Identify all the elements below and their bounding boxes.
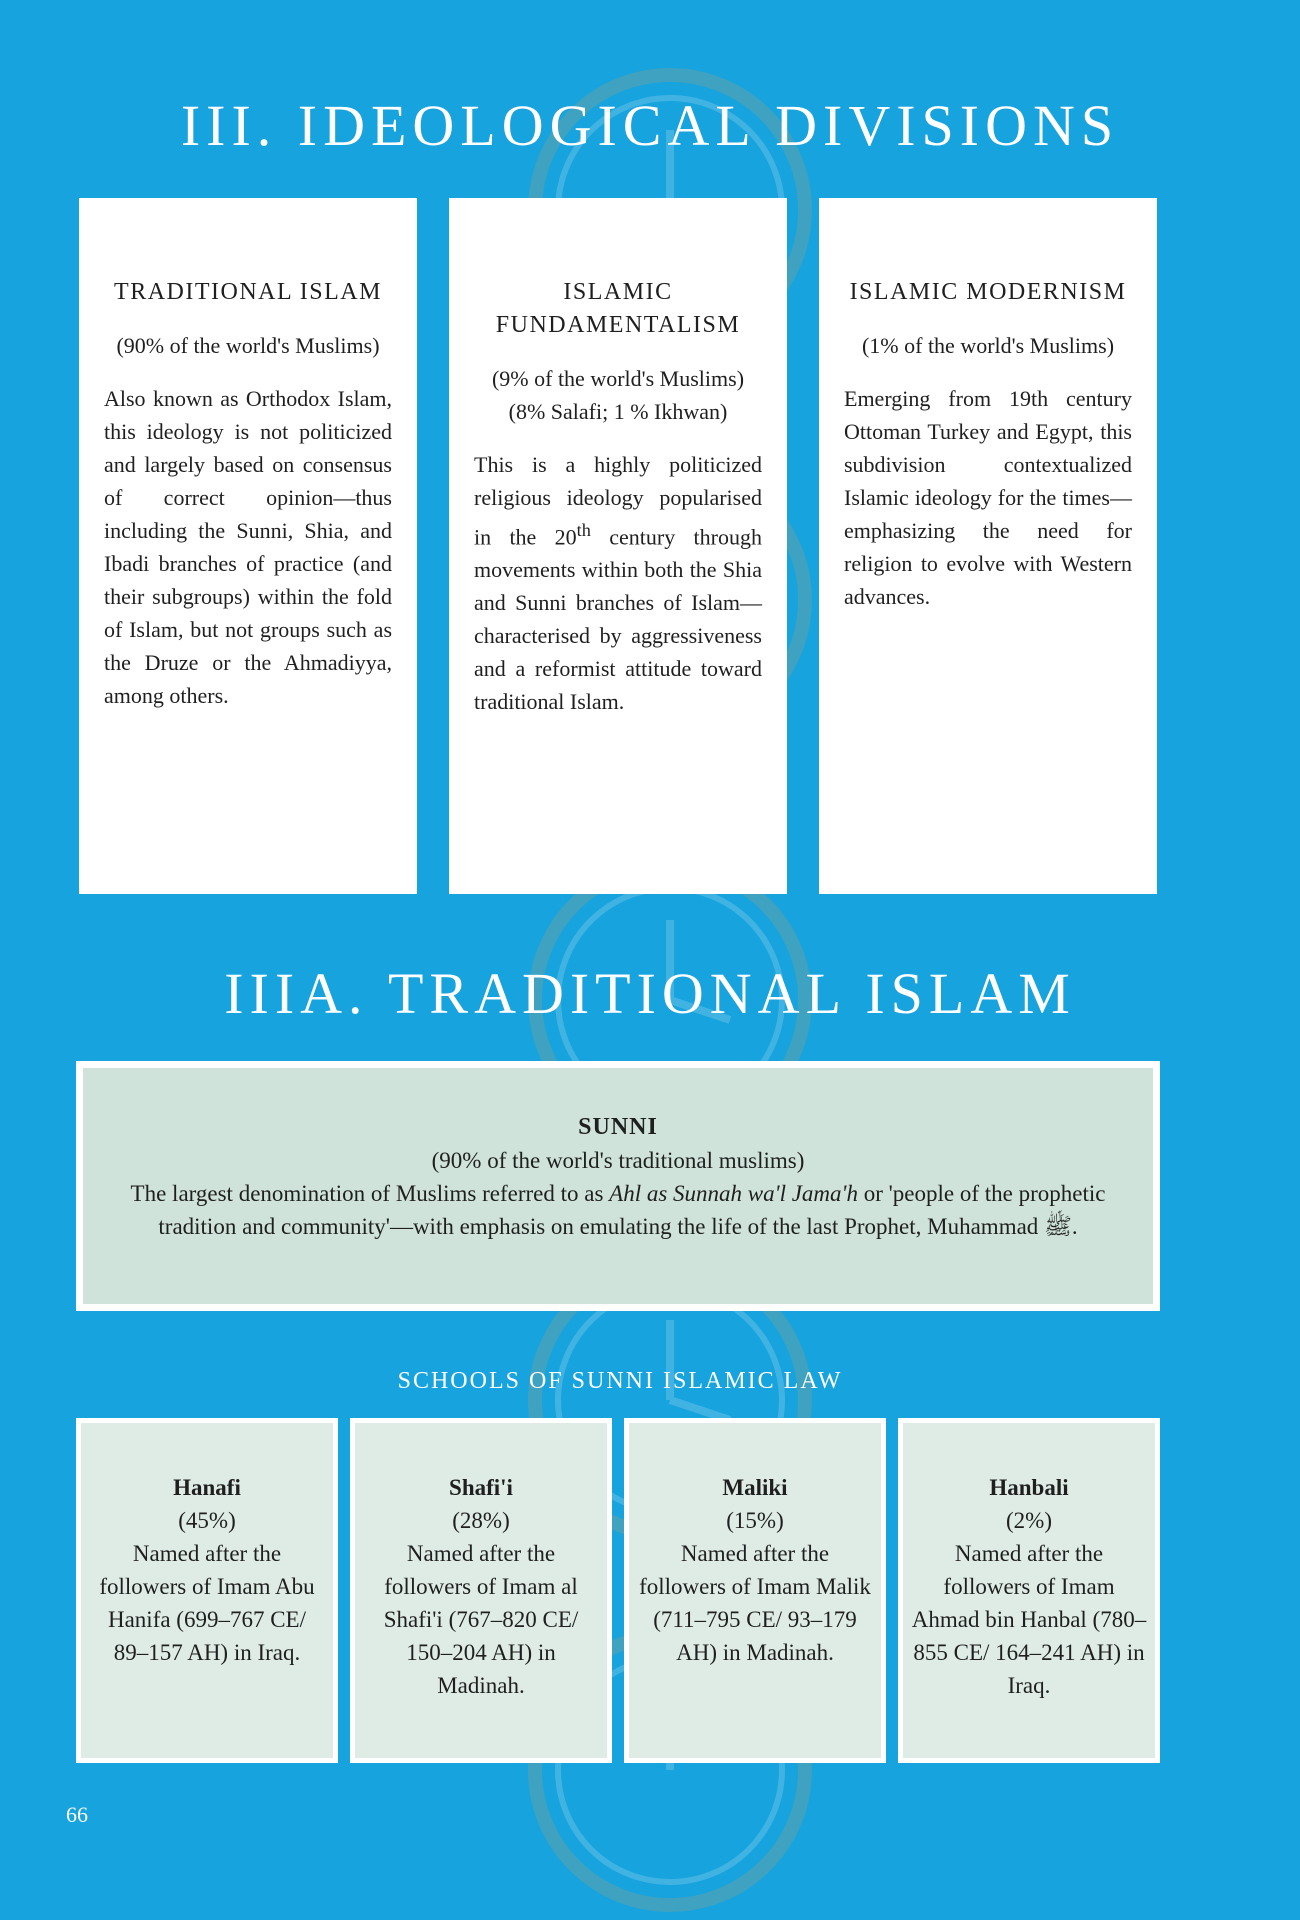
school-description: Named after the followers of Imam Malik (711–795 CE/ 93–179 AH) in Madinah.: [639, 1541, 871, 1665]
card-share-detail: (8% Salafi; 1 % Ikhwan): [508, 399, 728, 424]
card-description: Also known as Orthodox Islam, this ideology is not politicized and largely based on consensus of correct opinion—thus including the Sunni, Shia, and Ibadi branches of practice (and their subgroups) within the fold of Islam, but not groups such as the Druze or the Ahmadiyya, among others.: [104, 386, 392, 708]
school-name: Maliki: [722, 1475, 788, 1500]
desc-text: The largest denomination of Muslims referred to as: [130, 1181, 610, 1206]
card-islamic-modernism: [819, 198, 1157, 894]
school-share: (15%): [726, 1508, 784, 1533]
card-description: [474, 448, 762, 718]
desc-text: or 'people of the prophetic tradition and community'—with emphasis on emulating the life of the last Prophet, Muhammad: [158, 1181, 1106, 1239]
school-card-hanbali: [898, 1418, 1160, 1763]
honorific-glyph: ﷺ: [1044, 1214, 1072, 1239]
card-share-main: (9% of the world's Muslims): [491, 366, 745, 391]
desc-superscript: th: [576, 520, 591, 540]
school-name: Hanafi: [173, 1475, 241, 1500]
card-heading: ISLAMIC FUNDAMENTALISM: [495, 279, 741, 338]
school-card-shafii: [350, 1418, 612, 1763]
desc-text: century through movements within both the Shia and Sunni branches of Islam—characterised by aggressiveness and a reformist attitude toward traditional Islam.: [474, 524, 762, 715]
sunni-box: [76, 1061, 1160, 1311]
page-number: 66: [66, 1802, 88, 1827]
card-traditional-islam: [79, 198, 417, 894]
school-name: Shafi'i: [449, 1475, 513, 1500]
sunni-share: (90% of the world's traditional muslims): [431, 1148, 805, 1173]
school-description: Named after the followers of Imam Abu Hanifa (699–767 CE/ 89–157 AH) in Iraq.: [99, 1541, 315, 1665]
school-share: (45%): [178, 1508, 236, 1533]
card-share: (90% of the world's Muslims): [116, 333, 380, 358]
section-title-ideological-divisions: III. IDEOLOGICAL DIVISIONS: [180, 93, 1120, 158]
school-name: Hanbali: [989, 1475, 1069, 1500]
card-heading: ISLAMIC MODERNISM: [849, 279, 1127, 305]
desc-italic-term: Ahl as Sunnah wa'l Jama'h: [609, 1181, 858, 1206]
sunni-heading: SUNNI: [578, 1114, 658, 1140]
school-share: (28%): [452, 1508, 510, 1533]
card-description: Emerging from 19th century Ottoman Turkey and Egypt, this subdivision contextualized Islamic ideology for the times—emphasizing the need for religion to evolve with Western advances.: [844, 386, 1132, 609]
desc-text: This is a highly politicized religious ideology popularised in the 20: [474, 452, 762, 550]
card-heading: TRADITIONAL ISLAM: [114, 279, 382, 305]
section-title-traditional-islam: IIIA. TRADITIONAL ISLAM: [224, 961, 1076, 1026]
school-description: Named after the followers of Imam Ahmad bin Hanbal (780–855 CE/ 164–241 AH) in Iraq.: [911, 1541, 1147, 1698]
sunni-description: [113, 1177, 1123, 1243]
schools-heading: SCHOOLS OF SUNNI ISLAMIC LAW: [397, 1368, 843, 1394]
school-share: (2%): [1006, 1508, 1052, 1533]
school-card-hanafi: [76, 1418, 338, 1763]
school-description: Named after the followers of Imam al Shafi'i (767–820 CE/ 150–204 AH) in Madinah.: [383, 1541, 579, 1698]
desc-text: .: [1071, 1214, 1078, 1239]
card-share: (1% of the world's Muslims): [861, 333, 1115, 358]
card-islamic-fundamentalism: [449, 198, 787, 894]
card-share: [474, 362, 762, 428]
school-card-maliki: [624, 1418, 886, 1763]
